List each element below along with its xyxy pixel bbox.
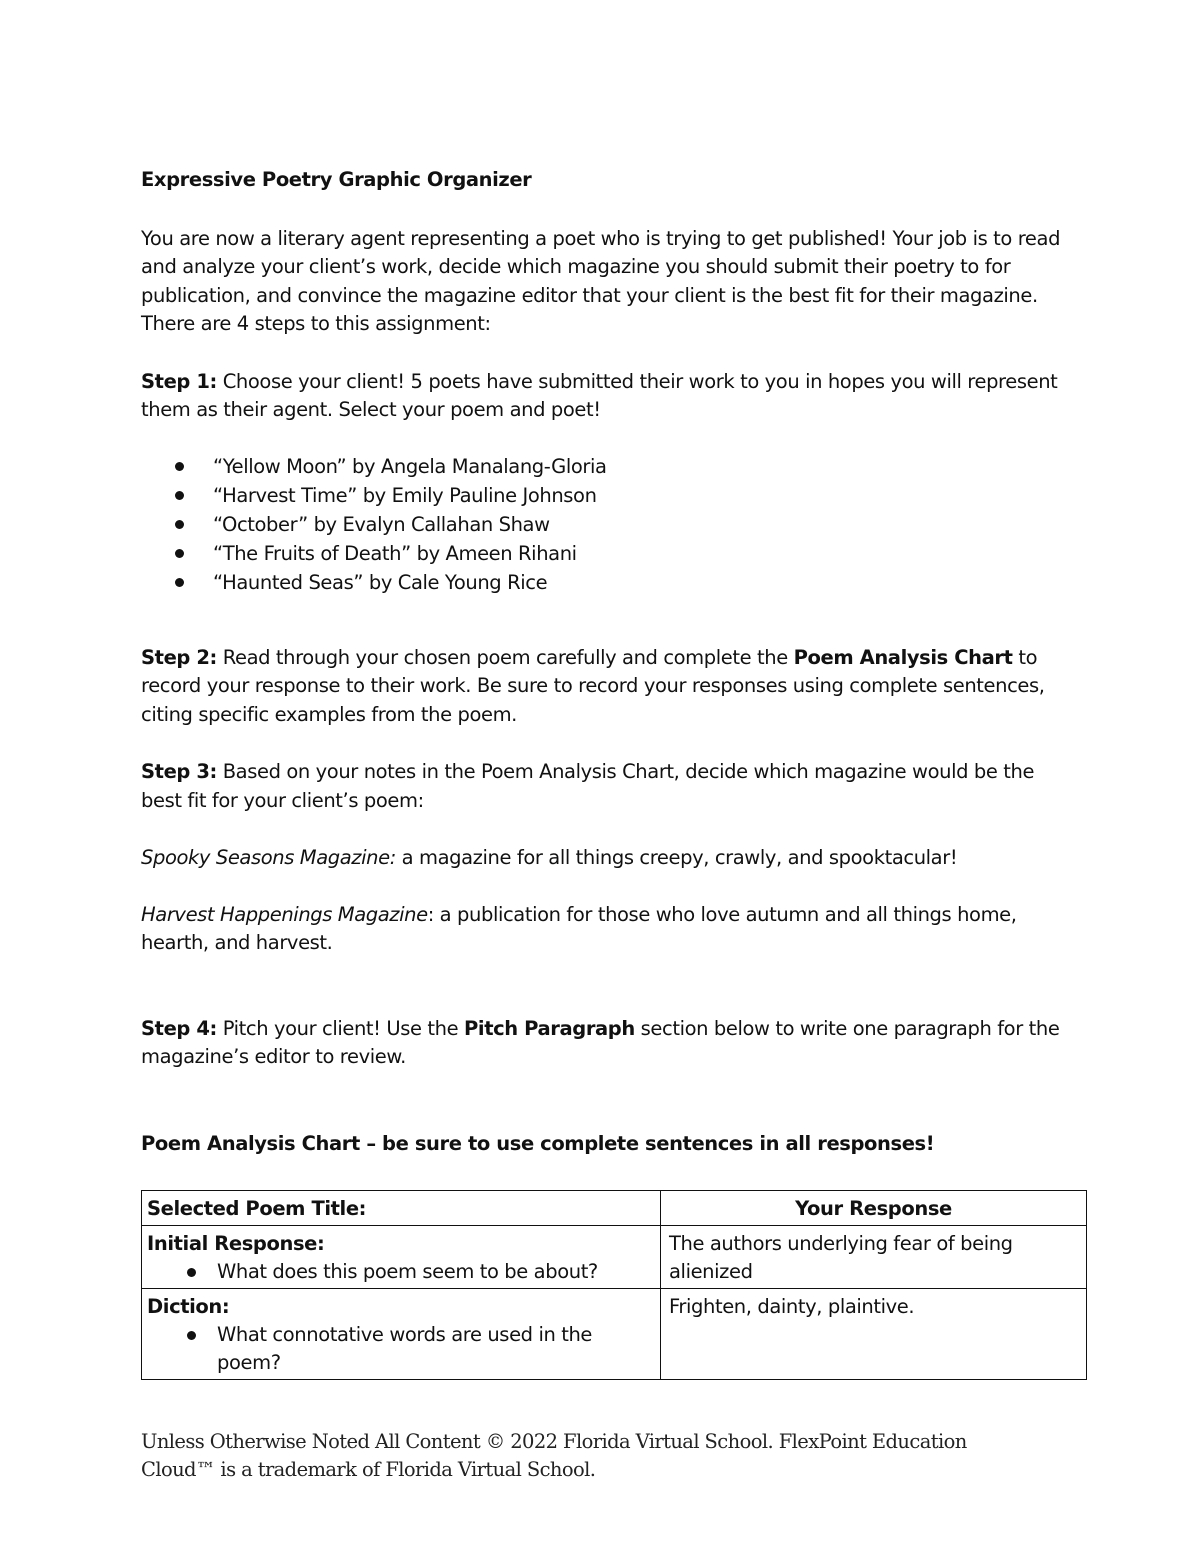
- diction-answer[interactable]: [661, 1289, 1087, 1380]
- response-text: Frighten, dainty, plaintive.: [669, 1295, 915, 1318]
- row-label: Diction:: [147, 1295, 230, 1318]
- list-item: “Yellow Moon” by Angela Manalang-Gloria: [141, 452, 1071, 481]
- magazine-name: Spooky Seasons Magazine:: [141, 846, 396, 869]
- step-2-paragraph: Step 2: Read through your chosen poem carefully and complete the Poem Analysis Chart to record your response to their work. Be sure to record your responses using complete sentences, citing specific examples from the poem.: [141, 645, 1045, 726]
- step-3-label: Step 3:: [141, 760, 217, 783]
- initial-response-cell: [142, 1226, 661, 1289]
- table-row: [142, 1289, 1087, 1380]
- list-item: “The Fruits of Death” by Ameen Rihani: [141, 539, 1071, 568]
- table-header-row: [142, 1191, 1087, 1226]
- step-4-label: Step 4:: [141, 1016, 217, 1040]
- pitch-paragraph-term: Pitch Paragraph: [464, 1016, 635, 1040]
- your-response-header: Your Response: [661, 1191, 1087, 1226]
- copyright-footer: Unless Otherwise Noted All Content © 2022 Florida Virtual School. FlexPoint Education Cloud™ is a trademark of Florida Virtual School.: [141, 1430, 967, 1481]
- list-item: “Haunted Seas” by Cale Young Rice: [141, 568, 1071, 597]
- step-1-label: Step 1:: [141, 369, 217, 393]
- step-1-paragraph: [141, 368, 1071, 425]
- response-text: The authors underlying fear of being alienized: [669, 1232, 1013, 1283]
- step-3-paragraph: Step 3: Based on your notes in the Poem Analysis Chart, decide which magazine would be the best fit for your client’s poem:: [141, 760, 1035, 812]
- list-item: “October” by Evalyn Callahan Shaw: [141, 510, 1071, 539]
- chart-heading: Poem Analysis Chart – be sure to use complete sentences in all responses!: [141, 1131, 935, 1155]
- diction-cell: [142, 1289, 661, 1380]
- magazine-name: Harvest Happenings Magazine: [141, 902, 428, 926]
- intro-paragraph: You are now a literary agent representing a poet who is trying to get published! Your job is to read and analyze your client’s work, decide which magazine you should submit their poetry to for publication, and convince the magazine editor that your client is the best fit for their magazine. There are 4 steps to this assignment:: [141, 226, 1061, 335]
- document-body: [141, 166, 1071, 1189]
- poem-analysis-chart-term: Poem Analysis Chart: [793, 645, 1013, 669]
- step-2-label: Step 2:: [141, 645, 217, 669]
- row-label: Initial Response:: [147, 1232, 325, 1255]
- step-4-paragraph: Step 4: Pitch your client! Use the Pitch Paragraph section below to write one paragraph for the magazine’s editor to review.: [141, 1016, 1060, 1068]
- selected-poem-title-header: Selected Poem Title:: [142, 1191, 661, 1226]
- initial-response-answer[interactable]: [661, 1226, 1087, 1289]
- step-1-text: Choose your client! 5 poets have submitted their work to you in hopes you will represent them as their agent. Select your poem and poet!: [141, 369, 1058, 421]
- document-title: Expressive Poetry Graphic Organizer: [141, 168, 532, 191]
- row-prompt: What connotative words are used in the poem?: [147, 1321, 655, 1377]
- poem-list: [141, 452, 1071, 597]
- magazine-option-harvest: Harvest Happenings Magazine: a publication for those who love autumn and all things home, hearth, and harvest.: [141, 902, 1017, 954]
- magazine-option-spooky: Spooky Seasons Magazine: a magazine for all things creepy, crawly, and spooktacular!: [141, 846, 958, 869]
- table-row: [142, 1226, 1087, 1289]
- row-prompt: What does this poem seem to be about?: [147, 1258, 655, 1286]
- poem-analysis-chart: [141, 1190, 1087, 1380]
- list-item: “Harvest Time” by Emily Pauline Johnson: [141, 481, 1071, 510]
